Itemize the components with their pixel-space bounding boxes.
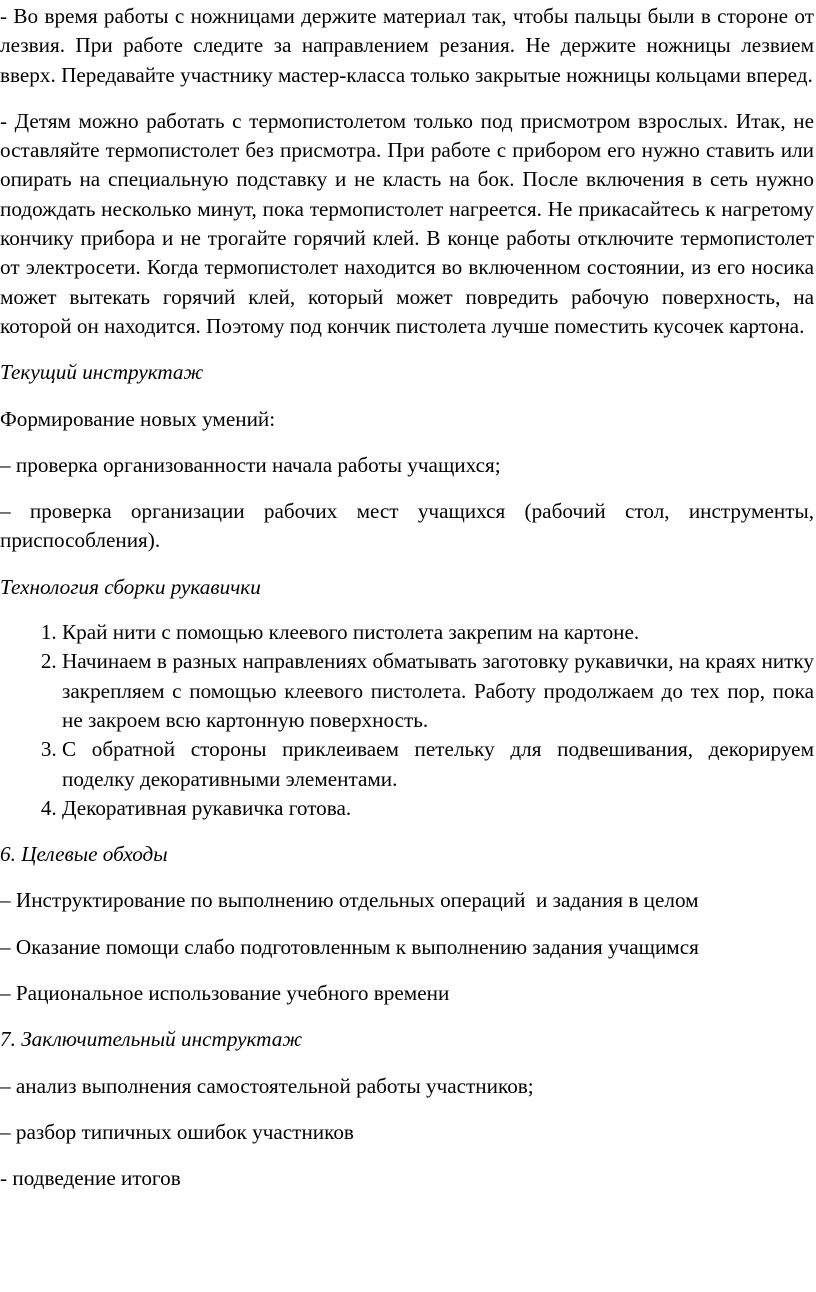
check-start-item: – проверка организованности начала работы учащихся; xyxy=(0,452,501,477)
assembly-steps-list xyxy=(0,618,814,823)
round-item-instruction: – Инструктирование по выполнению отдельных операций и задания в целом xyxy=(0,888,699,913)
final-item-analysis: – анализ выполнения самостоятельной работы участников; xyxy=(0,1073,534,1098)
round-item-time: – Рациональное использование учебного времени xyxy=(0,981,450,1006)
round-item-help: – Оказание помощи слабо подготовленным к выполнению задания учащимся xyxy=(0,934,699,959)
paragraph-glue-gun-safety: - Детям можно работать с термопистолетом только под присмотром взрослых. Итак, не оставляйте термопистолет без присмотра. При работе с прибором его нужно ставить или опирать на специальную подставку и не класть на бок. После включения в сеть нужно подождать несколько минут, пока термопистолет нагреется. Не прикасайтесь к нагретому кончику прибора и не трогайте горячий клей. В конце работы отключите термопистолет от электросети. Когда термопистолет находится во включенном состоянии, из его носика может вытекать горячий клей, который может повредить рабочую поверхность, на которой он находится. Поэтому под кончик пистолета лучше поместить кусочек картона. xyxy=(0,108,814,338)
skills-intro: Формирование новых умений: xyxy=(0,406,276,431)
list-item: 1. Край нити с помощью клеевого пистолета закрепим на картоне. xyxy=(62,618,814,647)
list-item: 3. С обратной стороны приклеиваем петельку для подвешивания, декорируем поделку декоративными элементами. xyxy=(62,735,814,794)
heading-final-instruction: 7. Заключительный инструктаж xyxy=(0,1027,303,1052)
check-workplace-item: – проверка организации рабочих мест учащихся (рабочий стол, инструменты, приспособления). xyxy=(0,499,814,553)
final-item-errors: – разбор типичных ошибок участников xyxy=(0,1119,354,1144)
heading-current-instruction: Текущий инструктаж xyxy=(0,360,204,385)
list-item: 4. Декоративная рукавичка готова. xyxy=(62,794,814,823)
heading-target-rounds: 6. Целевые обходы xyxy=(0,842,168,867)
heading-technology: Технология сборки рукавички xyxy=(0,574,261,599)
list-item: 2. Начинаем в разных направлениях обматывать заготовку рукавички, на краях нитку закрепляем с помощью клеевого пистолета. Работу продолжаем до тех пор, пока не закроем всю картонную поверхность. xyxy=(62,647,814,735)
final-item-summary: - подведение итогов xyxy=(0,1166,181,1191)
paragraph-scissors-safety: - Во время работы с ножницами держите материал так, чтобы пальцы были в стороне от лезвия. При работе следите за направлением резания. Не держите ножницы лезвием вверх. Передавайте участнику мастер-класса только закрытые ножницы кольцами вперед. xyxy=(0,4,814,87)
